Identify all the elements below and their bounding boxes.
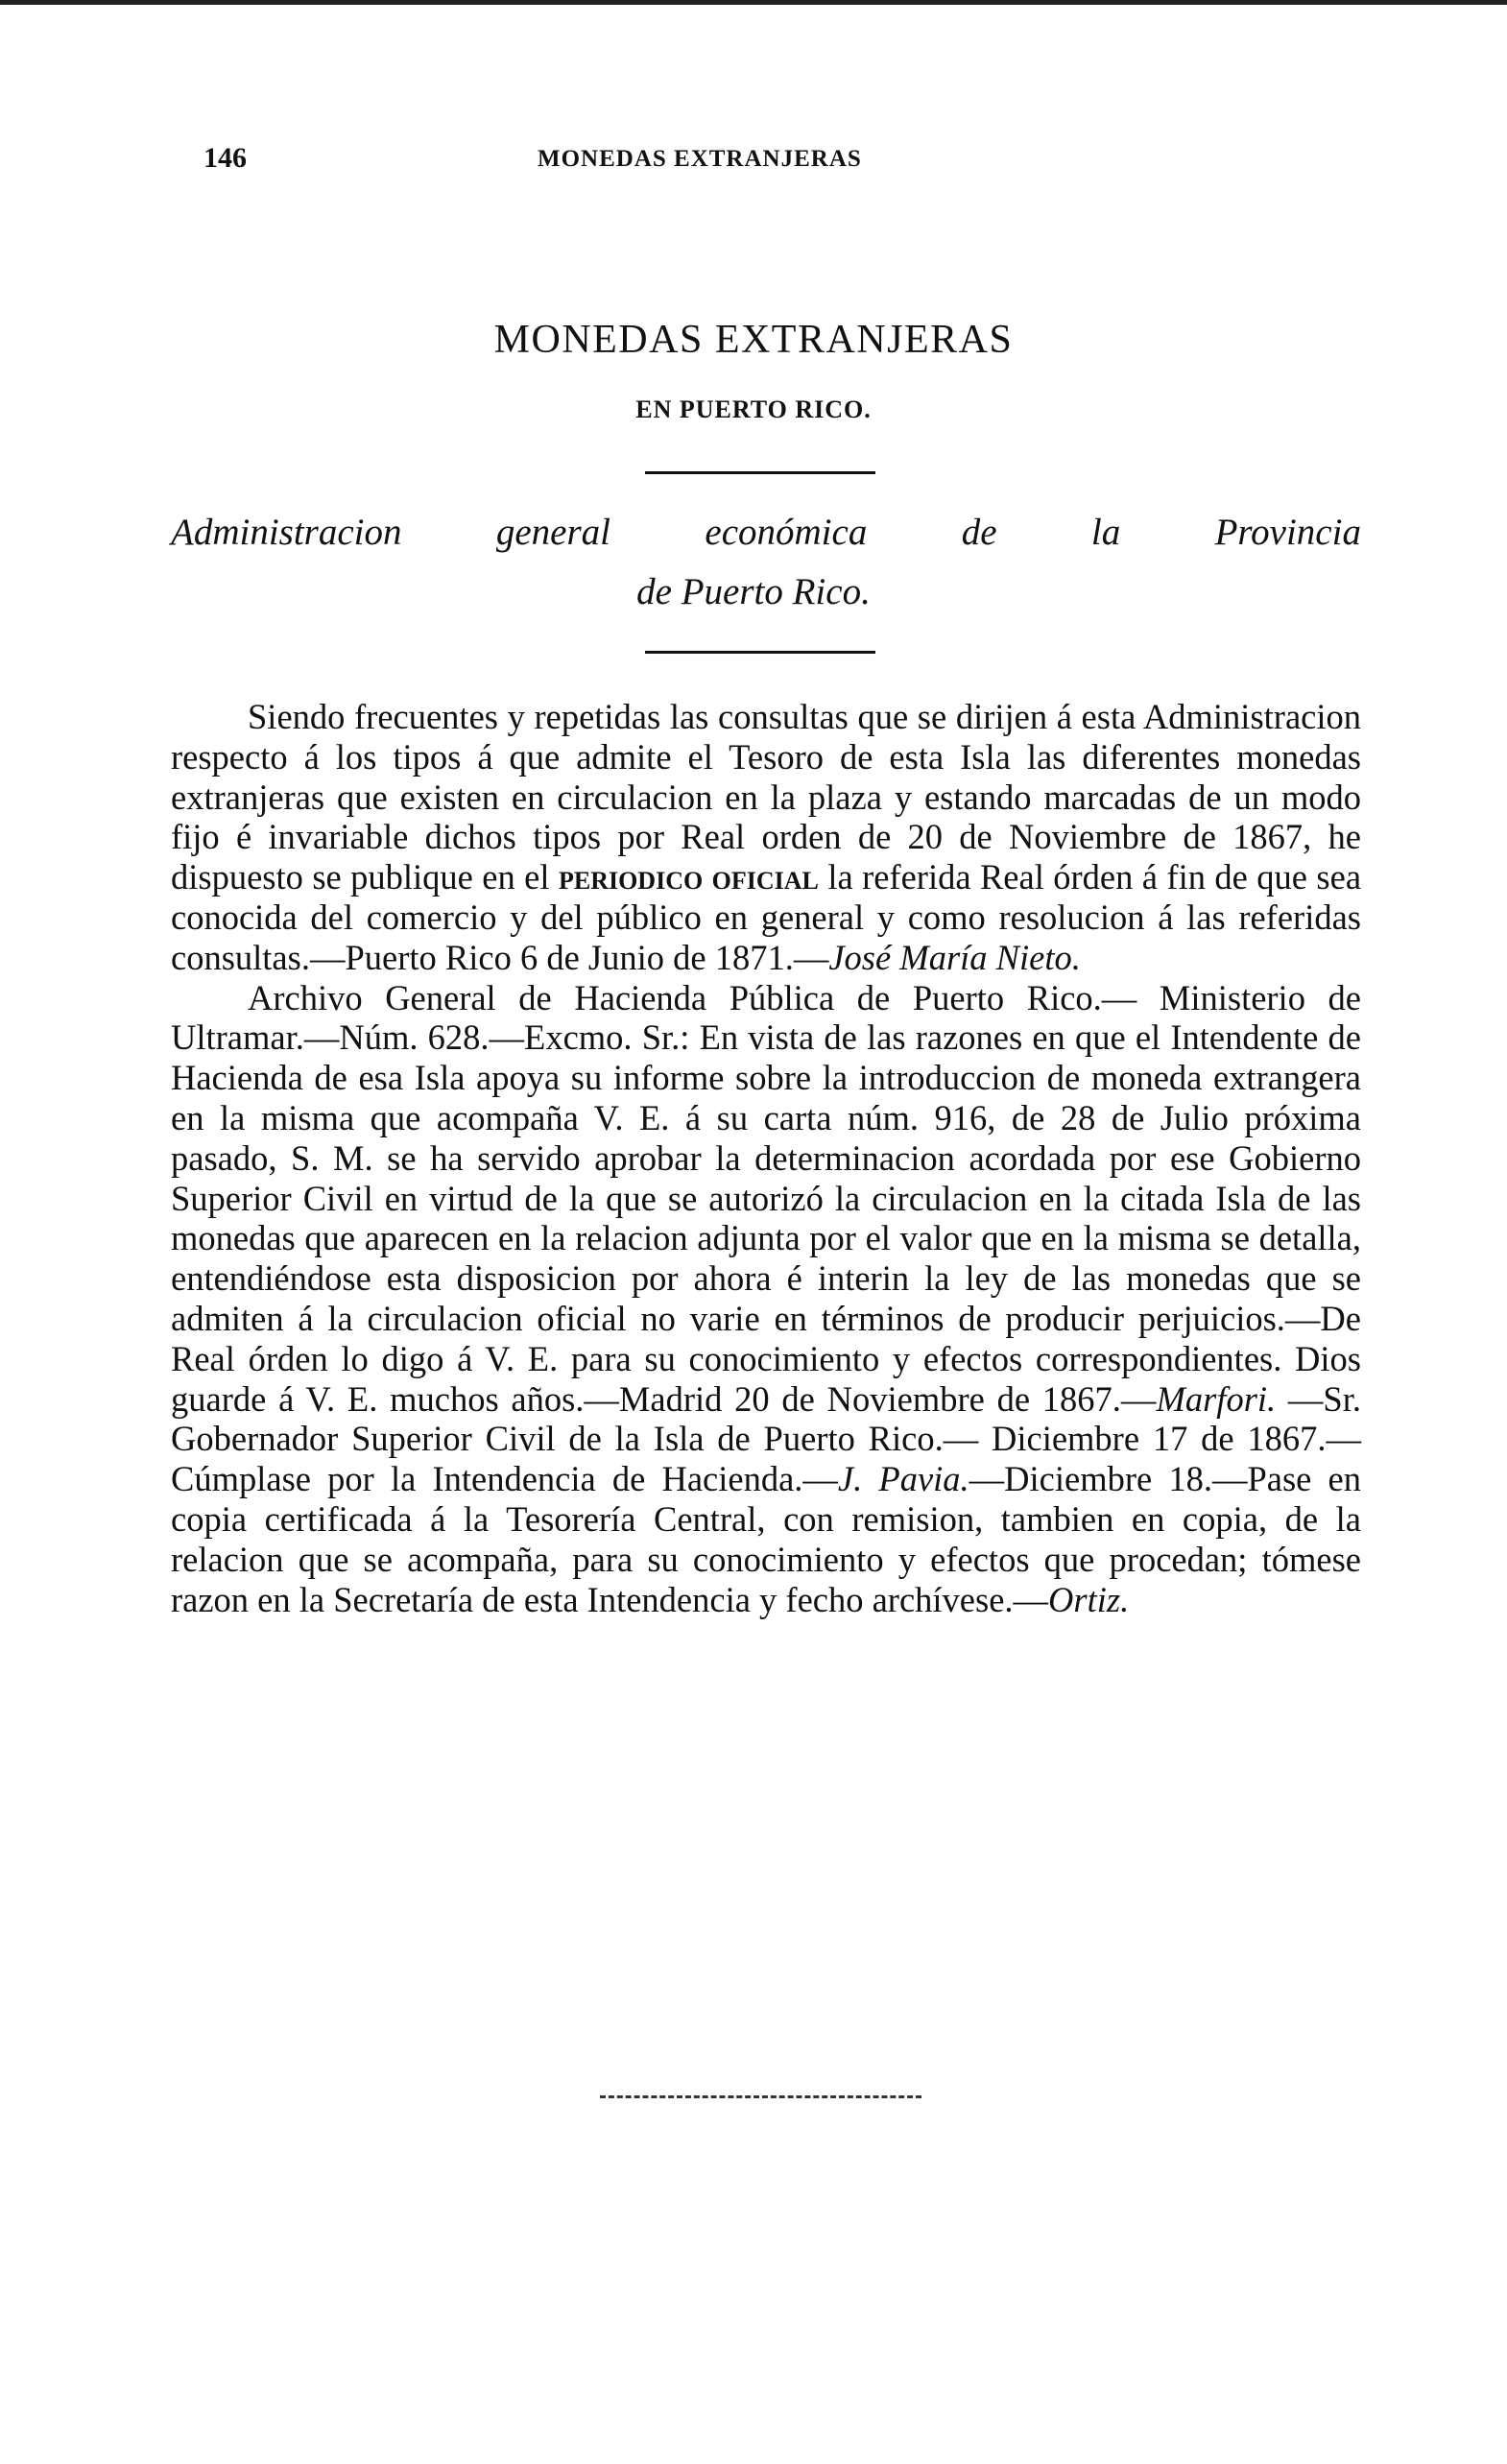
paragraph-text: —Diciembre 18.—Pase en copia certificada á la Tesorería Central, con remision, tambien en copia, de la relacion que se acompaña, para su conocimiento y efectos que procedan; tómese razon en la Secretaría de esta Intendencia y fecho archívese.— [171,1459,1361,1619]
section-title: MONEDAS EXTRANJERAS [493,318,1014,362]
running-title: MONEDAS EXTRANJERAS [538,146,862,172]
periodical-name: periodico oficial [558,857,819,897]
paragraph-text: Archivo General de Hacienda Pública de Puerto Rico.— Ministerio de Ultramar.—Núm. 628.—Excmo. Sr.: En vista de las razones en que el Intendente de Hacienda de esa Isla apoya su informe sobre la introduccion de moneda extrangera en la misma que acompaña V. E. á su carta núm. 916, de 28 de Julio próxima pasado, S. M. se ha servido aprobar la determinacion acordada por ese Gobierno Superior Civil en virtud de la que se autorizó la circulacion en la citada Isla de las monedas que aparecen en la relacion adjunta por el valor que en la misma se detalla, entendiéndose esta disposicion por ahora é interin la ley de las monedas que se admiten á la circulacion oficial no varie en términos de producir perjuicios.—De Real órden lo digo á V. E. para su conocimiento y efectos correspondientes. Dios guarde á V. E. muchos años.—Madrid 20 de Noviembre de 1867.— [171,977,1361,1419]
running-head [0,142,1507,180]
signature: José María Nieto. [828,937,1081,977]
dateline [171,511,1361,554]
signature: Ortiz. [1048,1579,1130,1619]
dateline-line-2: de Puerto Rico. [636,571,871,612]
paragraph-announcement [171,697,1361,978]
paragraph-royal-order [171,978,1361,1620]
divider-rule [645,651,875,654]
top-edge-rule [0,0,1507,5]
paragraph-text: —Sr. Gobernador Superior Civil de la Isla de Puerto Rico.— Diciembre 17 de 1867.—Cúmplase por la Intendencia de Hacienda.— [171,1378,1362,1499]
end-divider [600,2095,921,2098]
signature: Marfori. [1156,1378,1277,1419]
dateline-word: Administracion [171,512,402,553]
dateline-word: la [1090,512,1121,553]
dateline-word: general [495,512,611,553]
paragraph-text: Siendo frecuentes y repetidas las consultas que se dirijen á esta Administracion respecto á los tipos á que admite el Tesoro de esta Isla las diferentes monedas extranjeras que existen en circulacion en la plaza y estando marcadas de un modo fijo é invariable dichos tipos por Real orden de 20 de Noviembre de 1867, he dispuesto se publique en el [171,697,1361,897]
dateline-word: económica [705,512,868,553]
dateline-word: Provincia [1214,512,1361,553]
page-number: 146 [203,142,247,174]
body-text [171,697,1361,1619]
divider-rule [645,471,875,474]
dateline-word: de [961,512,997,553]
section-subtitle: EN PUERTO RICO. [635,395,872,423]
paragraph-text: la referida Real órden á fin de que sea conocida del comercio y del público en general y como resolucion á las referidas consultas.—Puerto Rico 6 de Junio de 1871.— [171,857,1362,977]
signature: J. Pavia. [837,1459,969,1499]
